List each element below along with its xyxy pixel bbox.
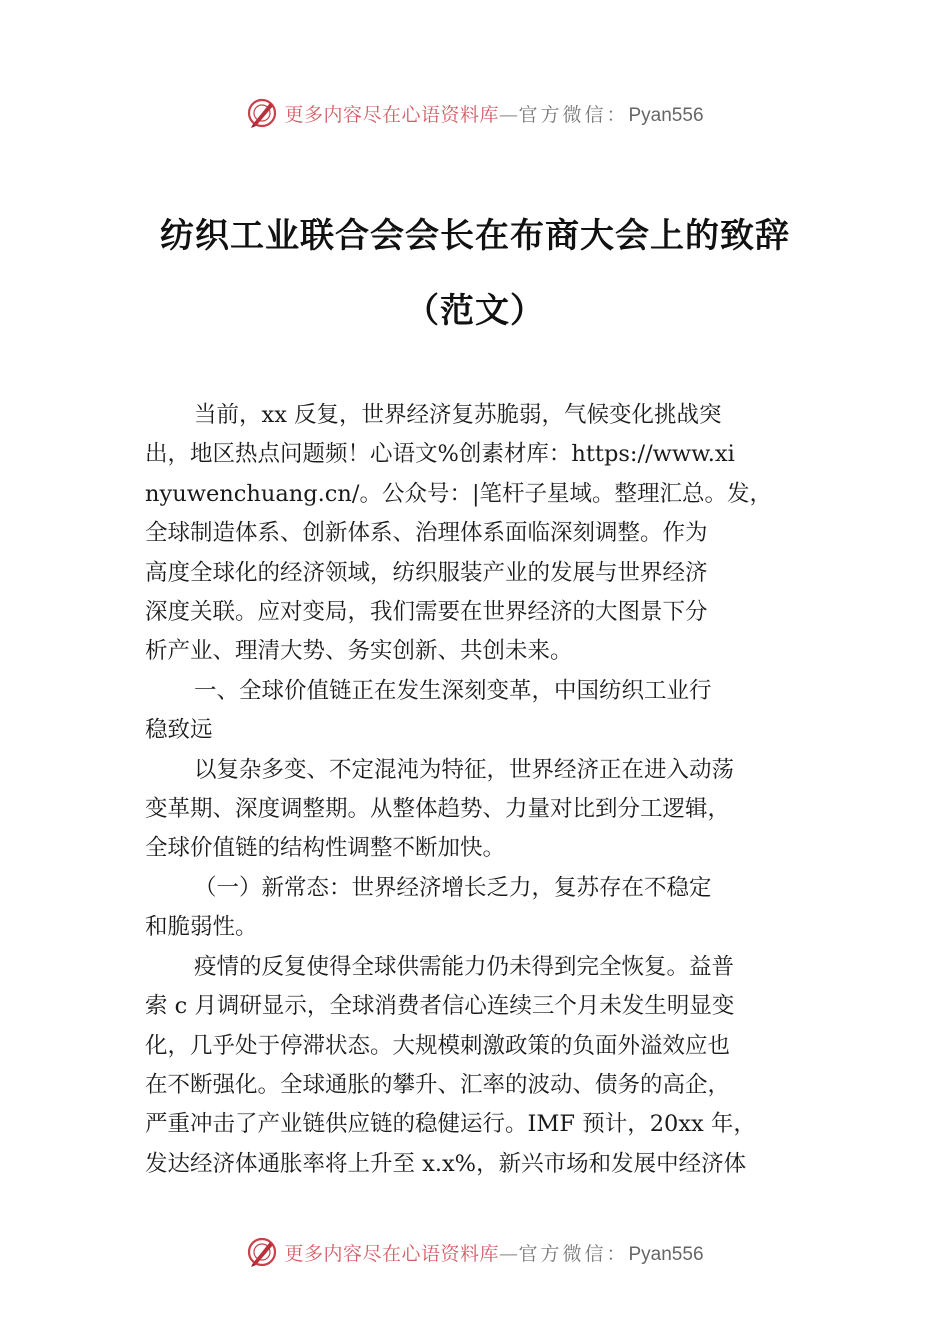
text-line: 高度全球化的经济领域，纺织服装产业的发展与世界经济	[145, 559, 708, 586]
banner-main: 更多内容尽在心语资料库	[284, 1242, 499, 1265]
text-line: 在不断强化。全球通胀的攀升、汇率的波动、债务的高企，	[145, 1071, 731, 1098]
text-line: 全球制造体系、创新体系、治理体系面临深刻调整。作为	[145, 520, 708, 547]
header-banner	[0, 93, 950, 133]
text-line: 发达经济体通胀率将上升至 x.x%，新兴市场和发展中经济体	[145, 1150, 747, 1177]
text-line: 出，地区热点问题频！心语文%创素材库：https://www.xi	[145, 441, 735, 468]
text-line: 化，几乎处于停滞状态。大规模刺激政策的负面外溢效应也	[145, 1032, 731, 1059]
text-line: 以复杂多变、不定混沌为特征，世界经济正在进入动荡	[194, 756, 735, 783]
banner-wechat-label: 官方微信：	[518, 103, 629, 126]
document-title: 纺织工业联合会会长在布商大会上的致辞	[160, 216, 790, 256]
text-line: 疫情的反复使得全球供需能力仍未得到完全恢复。益普	[194, 953, 735, 980]
text-line: 索 c 月调研显示，全球消费者信心连续三个月未发生明显变	[145, 993, 735, 1020]
text-line: 深度关联。应对变局，我们需要在世界经济的大图景下分	[145, 599, 708, 626]
banner-text	[284, 1239, 703, 1266]
text-line: 析产业、理清大势、务实创新、共创未来。	[145, 638, 573, 665]
banner-wechat-label: 官方微信：	[518, 1242, 629, 1265]
subsection-heading-line: （一）新常态：世界经济增长乏力，复苏存在不稳定	[194, 874, 712, 901]
text-line: 变革期、深度调整期。从整体趋势、力量对比到分工逻辑，	[145, 796, 731, 823]
pen-logo-icon	[246, 1236, 278, 1268]
text-line: 当前，xx 反复，世界经济复苏脆弱，气候变化挑战突	[194, 402, 722, 428]
text-line: 全球价值链的结构性调整不断加快。	[145, 835, 506, 862]
section-heading-line: 一、全球价值链正在发生深刻变革，中国纺织工业行	[194, 677, 712, 704]
banner-text	[284, 100, 703, 127]
document-subtitle: （范文）	[405, 291, 545, 331]
document-body	[145, 396, 817, 1184]
pen-logo-icon	[246, 97, 278, 129]
footer-banner	[0, 1232, 950, 1272]
text-line: 严重冲击了产业链供应链的稳健运行。IMF 预计，20xx 年，	[145, 1111, 756, 1138]
banner-wechat-id: Pyan556	[628, 1243, 704, 1265]
section-heading-line: 稳致远	[145, 717, 213, 744]
banner-main: 更多内容尽在心语资料库	[284, 103, 499, 126]
text-line: nyuwenchuang.cn/。公众号：|笔杆子星域。整理汇总。发，	[145, 480, 773, 507]
banner-wechat-id: Pyan556	[628, 104, 704, 126]
banner-separator: —	[498, 1242, 519, 1265]
banner-separator: —	[498, 103, 519, 126]
subsection-heading-line: 和脆弱性。	[145, 914, 258, 941]
